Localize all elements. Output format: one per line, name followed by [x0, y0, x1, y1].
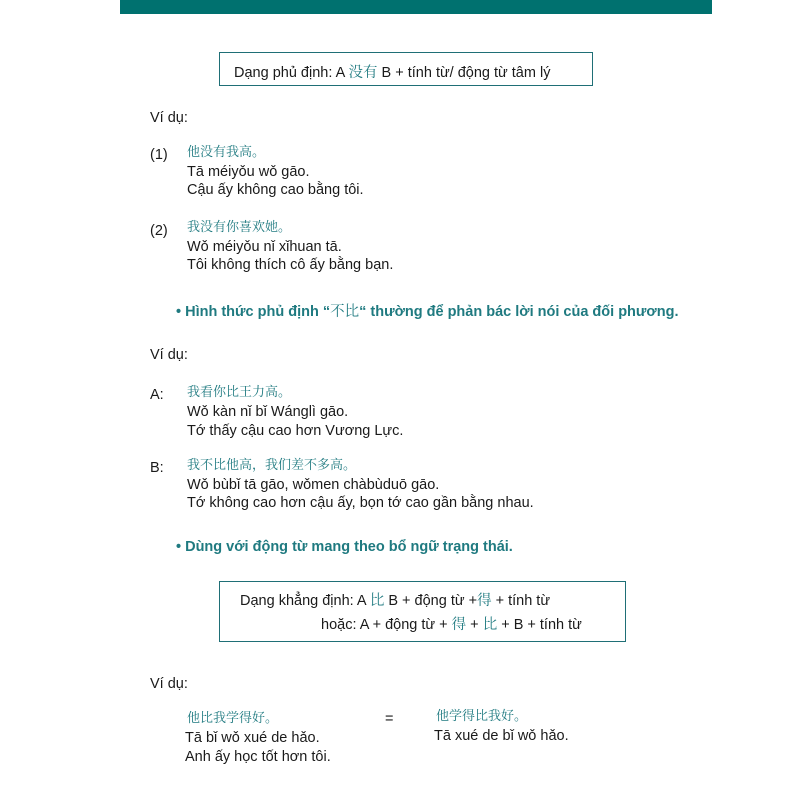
- example-1-pinyin: Tā méiyǒu wǒ gāo.: [187, 164, 310, 180]
- equals-sign: =: [385, 711, 394, 727]
- example-3-right-pinyin: Tā xué de bǐ wǒ hǎo.: [434, 728, 569, 744]
- dialog-a-chinese: 我看你比王力高。: [187, 385, 292, 400]
- section-heading-bu-bi: • Hình thức phủ định “不比“ thường để phản bác lời nói của đối phương.: [176, 304, 679, 320]
- example-3-left-pinyin: Tā bǐ wǒ xué de hǎo.: [185, 730, 320, 746]
- example-2-translation: Tôi không thích cô ấy bằng bạn.: [187, 257, 394, 273]
- example-3-left-chinese: 他比我学得好。: [187, 711, 279, 726]
- bu-bi-chars: 不比: [330, 304, 360, 320]
- example-2-chinese: 我没有你喜欢她。: [187, 220, 292, 235]
- dialog-b-translation: Tớ không cao hơn cậu ấy, bọn tớ cao gần bằng nhau.: [187, 495, 534, 511]
- example-3-left-translation: Anh ấy học tốt hơn tôi.: [185, 749, 331, 765]
- affirmative-formula-line-1: Dạng khẳng định: A 比 B + động từ +得 + tính từ: [240, 593, 551, 609]
- example-label-1: Ví dụ:: [150, 110, 188, 126]
- example-1-number: (1): [150, 147, 168, 163]
- mei-you-chars: 没有: [348, 65, 378, 81]
- affirmative-formula-line-2: hoặc: A + động từ + 得 + 比 + B + tính từ: [321, 617, 582, 633]
- negative-form-box: [219, 52, 593, 86]
- example-label-2: Ví dụ:: [150, 347, 188, 363]
- dialog-b-pinyin: Wǒ bùbǐ tā gāo, wǒmen chàbùduō gāo.: [187, 477, 440, 493]
- example-1-translation: Cậu ấy không cao bằng tôi.: [187, 182, 364, 198]
- example-label-3: Ví dụ:: [150, 676, 188, 692]
- dialog-b-speaker: B:: [150, 460, 164, 476]
- dialog-a-speaker: A:: [150, 387, 164, 403]
- example-1-chinese: 他没有我高。: [187, 145, 266, 160]
- top-header-bar: [120, 0, 712, 14]
- dialog-a-pinyin: Wǒ kàn nǐ bǐ Wánglì gāo.: [187, 404, 349, 420]
- example-3-right-chinese: 他学得比我好。: [436, 709, 528, 724]
- affirmative-form-box: [219, 581, 626, 642]
- dialog-a-translation: Tớ thấy cậu cao hơn Vương Lực.: [187, 423, 404, 439]
- dialog-b-chinese: 我不比他高，我们差不多高。: [187, 458, 357, 473]
- example-2-pinyin: Wǒ méiyǒu nǐ xǐhuan tā.: [187, 239, 342, 255]
- negative-form-formula: Dạng phủ định: A 没有 B + tính từ/ động từ tâm lý: [234, 65, 551, 81]
- example-2-number: (2): [150, 223, 168, 239]
- section-heading-complement: • Dùng với động từ mang theo bổ ngữ trạng thái.: [176, 539, 513, 555]
